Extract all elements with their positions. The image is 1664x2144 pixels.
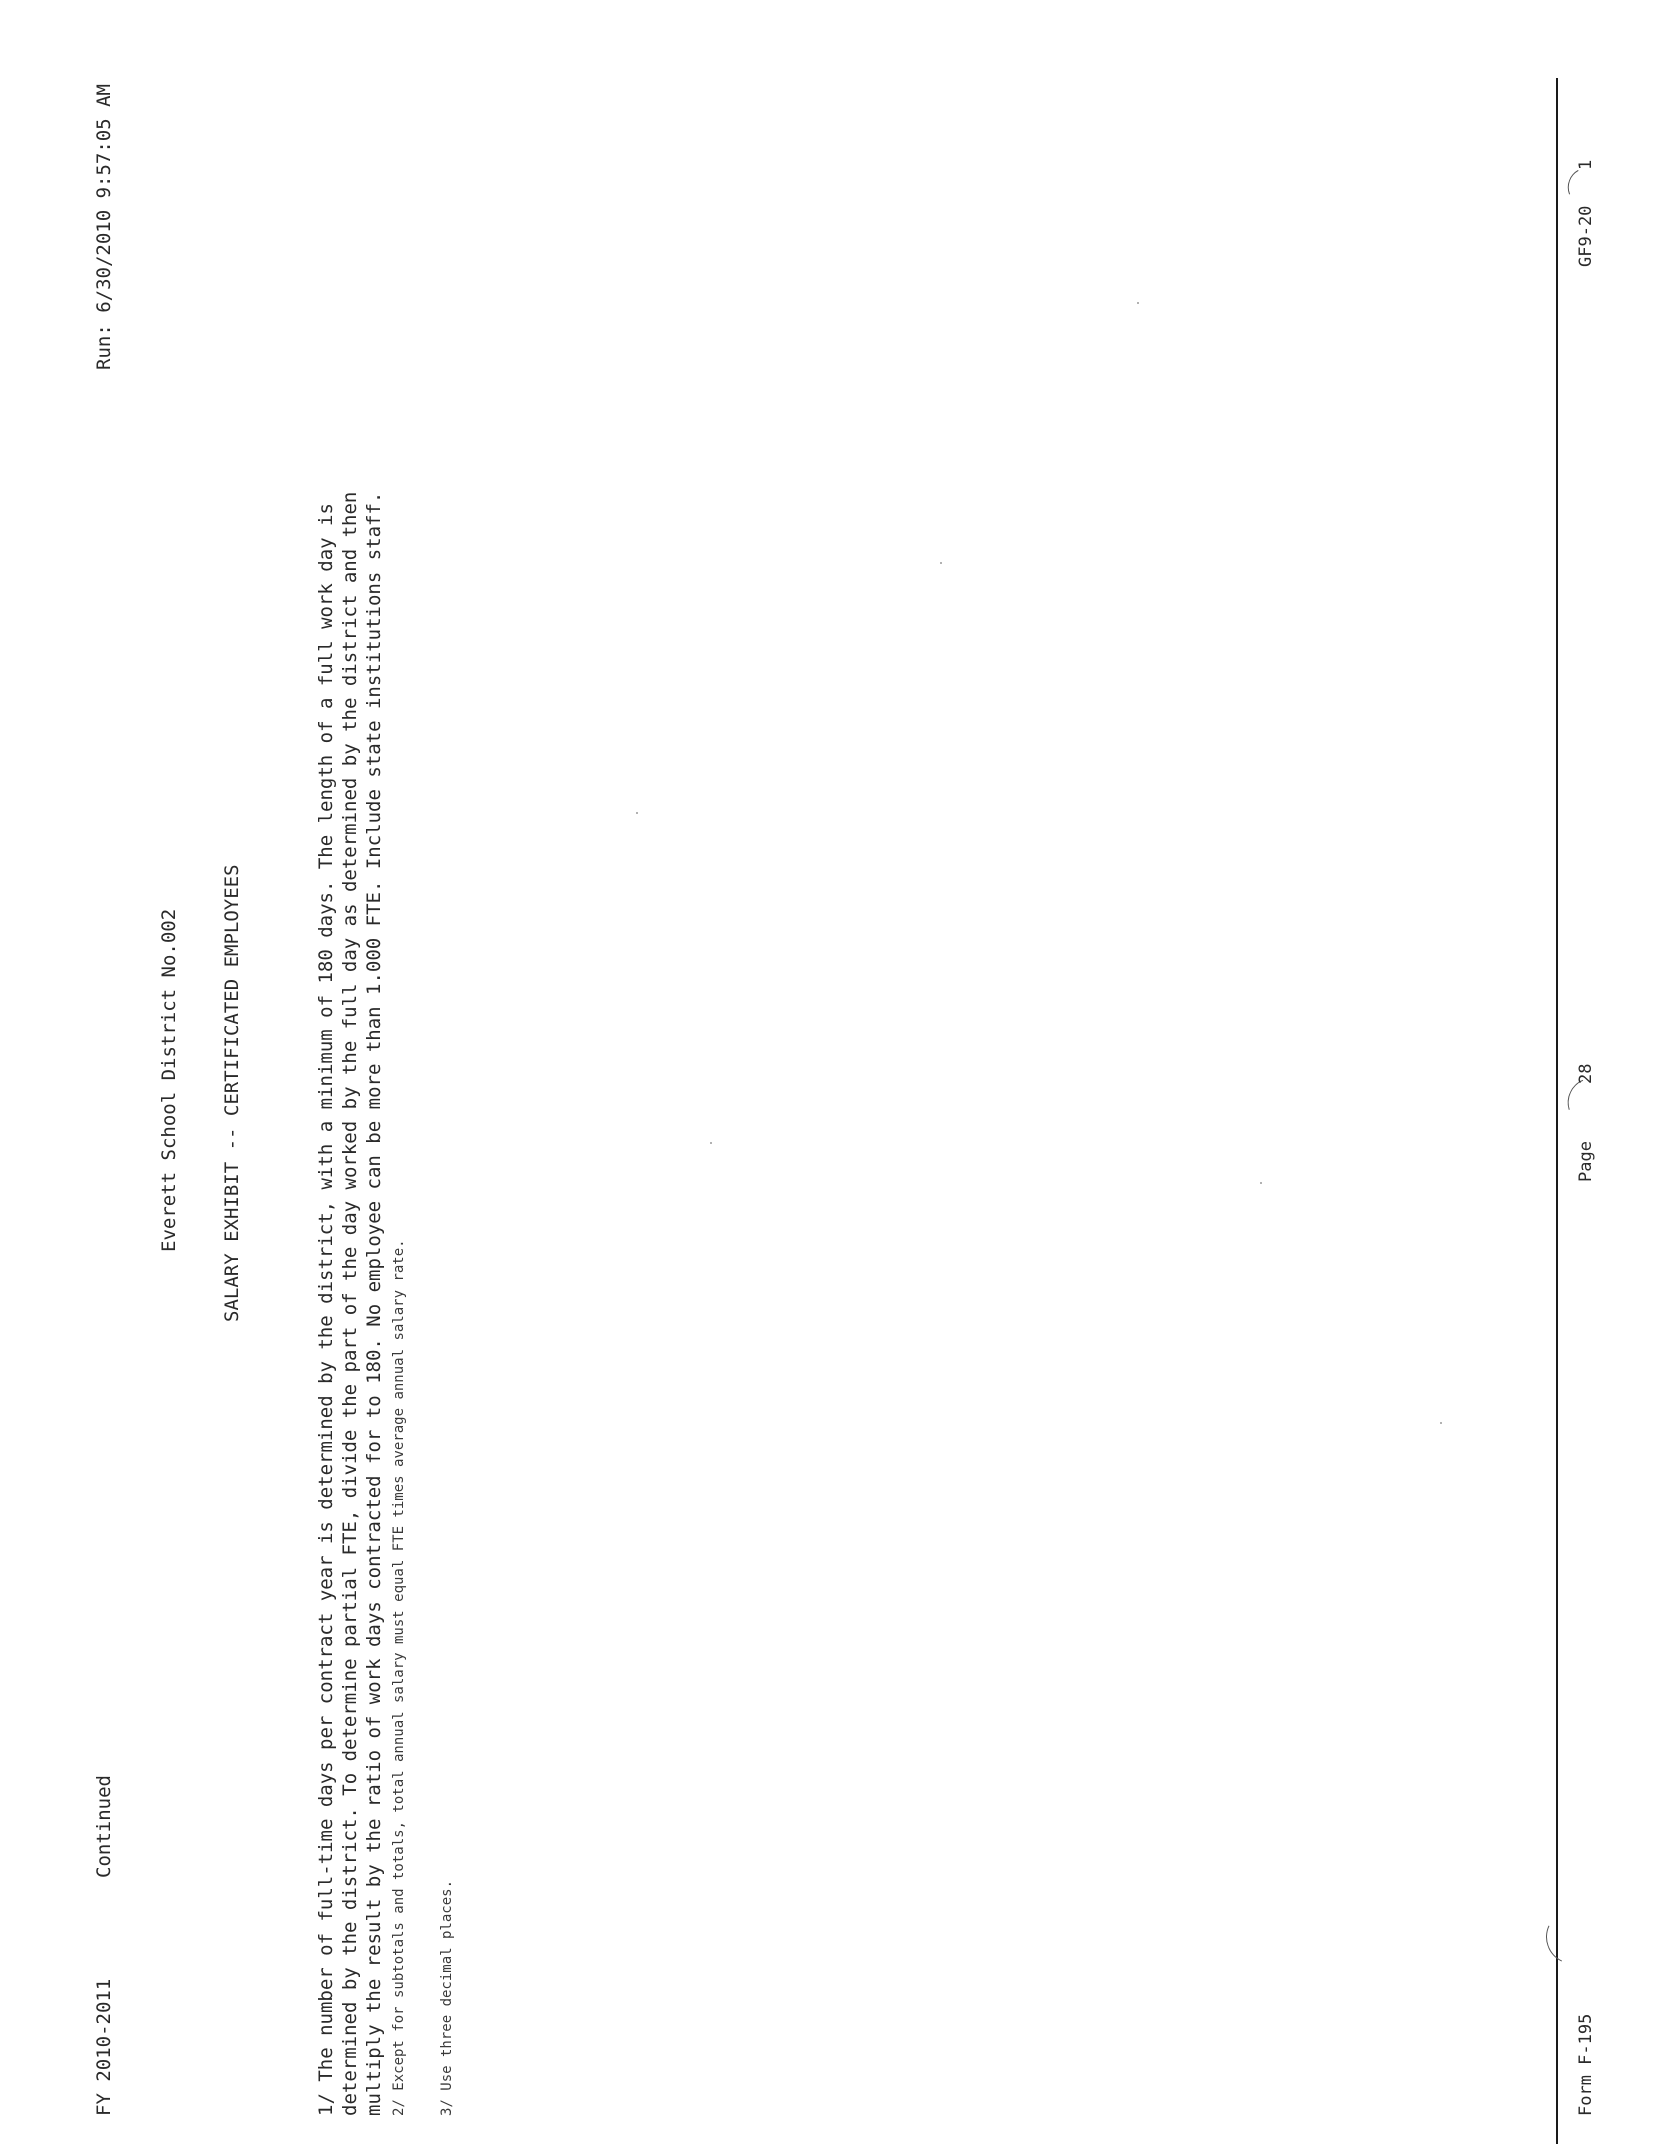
scan-speck: [1440, 1422, 1442, 1424]
scan-speck: [710, 1142, 712, 1144]
scan-speck: [1260, 1182, 1262, 1184]
scan-speck: [636, 812, 638, 814]
fiscal-year: FY 2010-2011: [93, 1978, 115, 2116]
footnote-2: 2/ Except for subtotals and totals, total annual salary must equal FTE times average annual salary rate.: [391, 1239, 407, 2116]
footer-rule: [1556, 78, 1558, 2144]
footnote-1-line-1: 1/ The number of full-time days per contract year is determined by the district, with a minimum of 180 days. The length of a full work day is: [315, 503, 337, 2116]
footnote-3: 3/ Use three decimal places.: [439, 1879, 455, 2116]
run-timestamp: Run: 6/30/2010 9:57:05 AM: [93, 84, 115, 370]
form-code: GF9-20: [1576, 205, 1596, 267]
scan-speck: [1137, 302, 1139, 304]
footnote-1-line-2: determined by the district. To determine partial FTE, divide the part of the day worked by the full day as determined by the district and then: [339, 491, 361, 2116]
footnote-1-line-3: multiply the result by the ratio of work days contracted for to 180. No employee can be more than 1.000 FTE. Include state institutions staff.: [363, 491, 385, 2116]
page-number: 28: [1576, 1063, 1596, 1084]
form-code-suffix: 1: [1576, 159, 1596, 170]
form-number: Form F-195: [1576, 2013, 1596, 2116]
hole-punch-mark: [1538, 1902, 1607, 1971]
continued-label: Continued: [93, 1775, 115, 1878]
exhibit-title: SALARY EXHIBIT -- CERTIFICATED EMPLOYEES: [221, 864, 243, 1322]
form-code-mark: [1563, 164, 1605, 209]
district-name: Everett School District No.002: [158, 908, 180, 1252]
scan-speck: [940, 562, 942, 564]
page-label: Page: [1576, 1141, 1596, 1182]
